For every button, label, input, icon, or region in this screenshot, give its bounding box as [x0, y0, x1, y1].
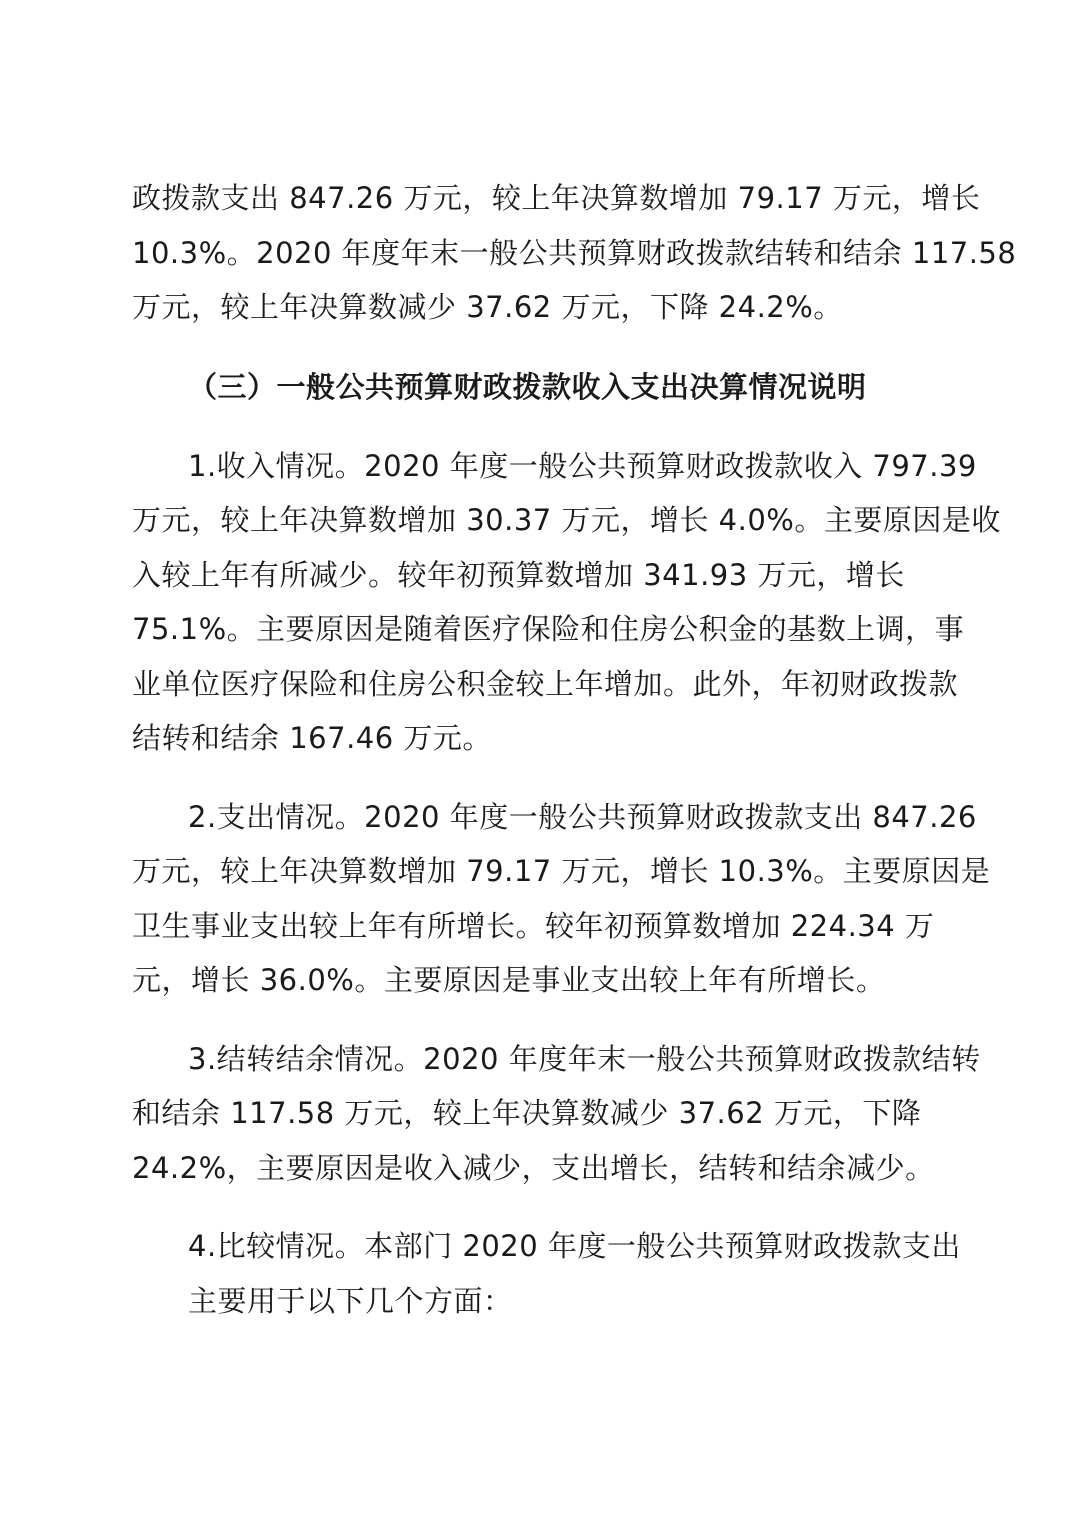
paragraph-line: 万元，较上年决算数增加 30.37 万元，增长 4.0%。主要原因是收 [132, 503, 1001, 537]
paragraph-line: 业单位医疗保险和住房公积金较上年增加。此外，年初财政拨款 [132, 667, 959, 701]
paragraph-line: 75.1%。主要原因是随着医疗保险和住房公积金的基数上调，事 [132, 612, 965, 646]
paragraph-line: 和结余 117.58 万元，较上年决算数减少 37.62 万元，下降 [132, 1096, 922, 1130]
paragraph-line: 万元，较上年决算数减少 37.62 万元，下降 24.2%。 [132, 290, 843, 324]
paragraph-line: 2.支出情况。2020 年度一般公共预算财政拨款支出 847.26 [188, 800, 977, 834]
paragraph-line: 24.2%，主要原因是收入减少，支出增长，结转和结余减少。 [132, 1151, 935, 1185]
paragraph-line: 1.收入情况。2020 年度一般公共预算财政拨款收入 797.39 [188, 449, 977, 483]
paragraph-line: 入较上年有所减少。较年初预算数增加 341.93 万元，增长 [132, 558, 905, 592]
paragraph-line: 3.结转结余情况。2020 年度年末一般公共预算财政拨款结转 [188, 1042, 981, 1076]
paragraph-line: 结转和结余 167.46 万元。 [132, 721, 492, 755]
paragraph-line: 10.3%。2020 年度年末一般公共预算财政拨款结转和结余 117.58 [132, 236, 1017, 270]
paragraph-line: 主要用于以下几个方面： [188, 1284, 513, 1318]
paragraph-line: 元，增长 36.0%。主要原因是事业支出较上年有所增长。 [132, 963, 886, 997]
paragraph-line: 万元，较上年决算数增加 79.17 万元，增长 10.3%。主要原因是 [132, 854, 991, 888]
section-heading: （三）一般公共预算财政拨款收入支出决算情况说明 [188, 370, 867, 404]
paragraph-line: 政拨款支出 847.26 万元，较上年决算数增加 79.17 万元，增长 [132, 181, 981, 215]
paragraph-line: 卫生事业支出较上年有所增长。较年初预算数增加 224.34 万 [132, 909, 935, 943]
paragraph-line: 4.比较情况。本部门 2020 年度一般公共预算财政拨款支出 [188, 1229, 961, 1263]
